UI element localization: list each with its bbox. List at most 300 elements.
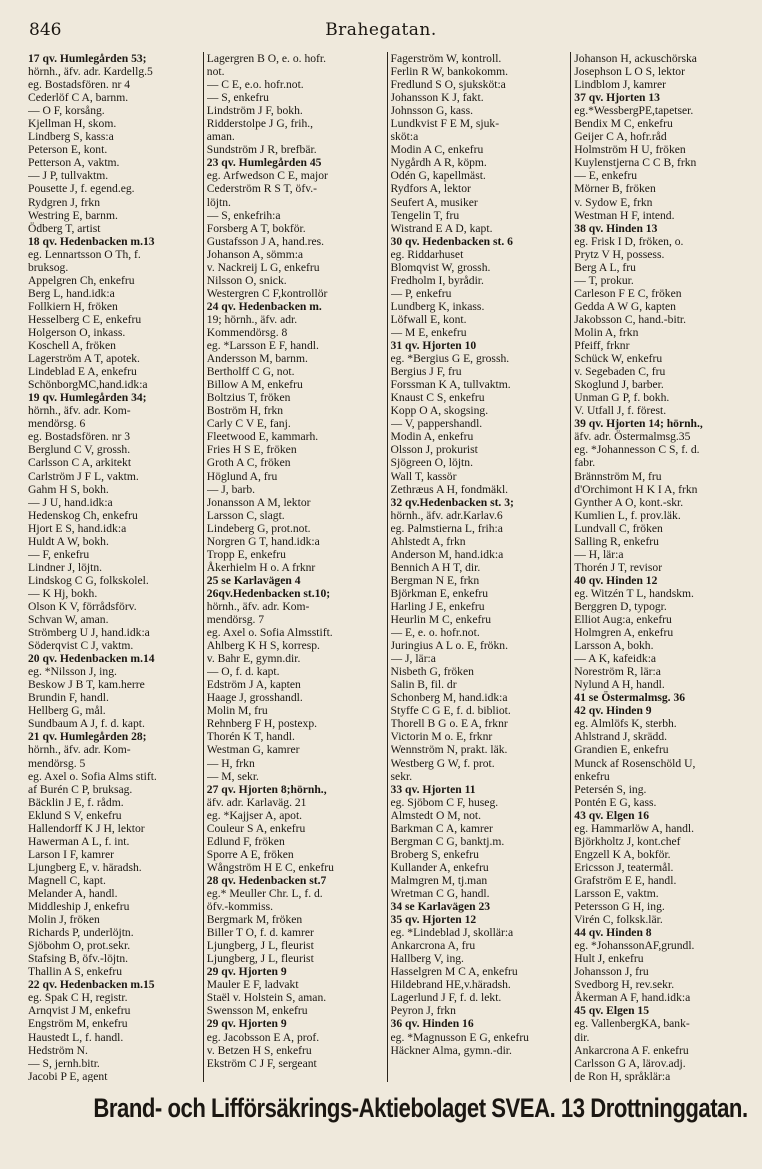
directory-entry: eg. Riddarhuset bbox=[390, 247, 464, 261]
directory-entry: Malmgren M, tj.man bbox=[390, 873, 488, 887]
directory-entry: Bennich A H T, dir. bbox=[390, 560, 481, 574]
property-heading: 31 qv. Hjorten 10 bbox=[390, 339, 477, 353]
directory-entry: Petersén S, ing. bbox=[574, 782, 647, 796]
directory-entry: eg. *Magnusson E G, enkefru bbox=[390, 1030, 529, 1044]
directory-entry: — H, frkn bbox=[206, 756, 255, 770]
directory-entry: äfv. adr. Karlaväg. 21 bbox=[206, 795, 307, 809]
directory-entry: eg. VallenbergKA, bank- bbox=[574, 1017, 690, 1031]
directory-entry: Åkerhielm H o. A frknr bbox=[206, 560, 316, 574]
directory-entry: Modin A C, enkefru bbox=[390, 143, 484, 157]
directory-entry: — A K, kafeidk:a bbox=[574, 652, 657, 666]
directory-entry: de Ron H, språklär:a bbox=[574, 1069, 671, 1082]
directory-entry: Stafsing B, öfv.-löjtn. bbox=[28, 952, 129, 966]
directory-entry: Schonberg M, hand.idk:a bbox=[390, 691, 508, 705]
directory-entry: eg.*WessbergPE,tapetser. bbox=[574, 104, 694, 118]
directory-entry: Ahlstrand J, skrädd. bbox=[574, 730, 668, 744]
directory-entry: Molin J, fröken bbox=[28, 913, 100, 927]
directory-entry: Lagergren B O, e. o. hofr. bbox=[206, 52, 327, 65]
directory-entry: Westergren C F,kontrollör bbox=[206, 286, 328, 300]
directory-entry: v. Betzen H S, enkefru bbox=[206, 1043, 312, 1057]
directory-entry: Ankarcrona A F. enkefru bbox=[574, 1043, 689, 1057]
property-heading: 30 qv. Hedenbacken st. 6 bbox=[390, 234, 513, 248]
directory-entry: mendörsg. 5 bbox=[28, 756, 86, 770]
directory-entry: Bergius J F, fru bbox=[390, 365, 462, 379]
directory-entry: Olson K V, förrådsförv. bbox=[28, 599, 137, 613]
directory-entry: eg. Sjöbom C F, huseg. bbox=[390, 795, 499, 809]
directory-entry: Staël v. Holstein S, aman. bbox=[206, 991, 327, 1005]
directory-entry: Rydgren J, frkn bbox=[28, 195, 100, 209]
directory-entry: Pfeiff, frknr bbox=[574, 339, 630, 353]
directory-entry: Virén C, folksk.lär. bbox=[574, 913, 663, 927]
directory-entry: Kuylenstjerna C C B, frkn bbox=[574, 156, 697, 170]
directory-entry: Olsson J, prokurist bbox=[390, 443, 478, 457]
directory-entry: Rehnberg F H, postexp. bbox=[206, 717, 318, 731]
directory-entry: Pontén E G, kass. bbox=[574, 795, 657, 809]
directory-entry: eg. Hammarlöw A, handl. bbox=[574, 821, 695, 835]
directory-entry: Billow A M, enkefru bbox=[206, 378, 303, 392]
directory-entry: Edlund F, fröken bbox=[206, 834, 285, 848]
directory-entry: mendörsg. 6 bbox=[28, 417, 86, 431]
property-heading: 37 qv. Hjorten 13 bbox=[574, 91, 660, 105]
directory-entry: Westberg G W, f. prot. bbox=[390, 756, 495, 770]
directory-entry: Huldt A W, bokh. bbox=[28, 534, 109, 548]
directory-entry: Salin B, fil. dr bbox=[390, 678, 457, 692]
directory-entry: — T, prokur. bbox=[574, 273, 634, 287]
directory-entry: Juringius A L o. E, frökn. bbox=[390, 639, 508, 653]
directory-entry: eg. *Lindeblad J, skollär:a bbox=[390, 926, 514, 940]
directory-entry: Middleship J, enkefru bbox=[28, 900, 130, 914]
directory-entry: Tengelin T, fru bbox=[390, 208, 460, 222]
directory-entry: Ridderstolpe J G, frih., bbox=[206, 117, 314, 131]
property-heading: 22 qv. Hedenbacken m.15 bbox=[28, 978, 155, 992]
directory-entry: Strömberg U J, hand.idk:a bbox=[28, 626, 150, 640]
directory-entry: Petersson G H, ing. bbox=[574, 900, 665, 914]
directory-entry: öfv.-kommiss. bbox=[206, 900, 274, 914]
property-heading: 18 qv. Hedenbacken m.13 bbox=[28, 234, 155, 248]
directory-entry: Holmgren A, enkefru bbox=[574, 626, 674, 640]
directory-entry: eg. Spak C H, registr. bbox=[28, 991, 128, 1005]
directory-entry: Unman G P, f. bokh. bbox=[574, 391, 670, 405]
directory-entry: Kumlien L, f. prov.läk. bbox=[574, 508, 681, 522]
directory-entry: Wretman C G, handl. bbox=[390, 887, 490, 900]
directory-entry: Bergmark M, fröken bbox=[206, 913, 303, 927]
directory-entry: — S, jernh.bitr. bbox=[28, 1056, 100, 1070]
directory-entry: eg. *Larsson E F, handl. bbox=[206, 339, 319, 353]
directory-entry: — K Hj, bokh. bbox=[28, 586, 98, 600]
directory-entry: Josephson L O S, lektor bbox=[574, 65, 685, 79]
advertisement-footer: Brand- och Lifförsäkrings-Aktiebolaget SVEA. 13 Drottninggatan. bbox=[93, 1093, 748, 1123]
directory-entry: Fredlund S O, sjuksköt:a bbox=[390, 78, 506, 92]
directory-entry: Andersson M, barnm. bbox=[206, 352, 308, 366]
directory-entry: hörnh., äfv. adr. Kom- bbox=[28, 404, 131, 418]
directory-entry: aman. bbox=[206, 130, 235, 144]
directory-entry: Thorén J T, revisor bbox=[574, 560, 663, 574]
directory-entry: Söderqvist C J, vaktm. bbox=[28, 639, 134, 653]
directory-entry: bruksog. bbox=[28, 260, 69, 274]
directory-entry: Larsson C, slagt. bbox=[206, 508, 285, 522]
property-heading: 38 qv. Hinden 13 bbox=[574, 221, 658, 235]
directory-entry: Sundström J R, brefbär. bbox=[206, 143, 317, 157]
directory-entry: d'Orchimont H K I A, frkn bbox=[574, 482, 698, 496]
directory-entry: Larsson E, vaktm. bbox=[574, 887, 659, 900]
directory-entry: Arnqvist J M, enkefru bbox=[28, 1004, 131, 1018]
directory-entry: Ekström C J F, sergeant bbox=[206, 1056, 317, 1070]
directory-entry: Anderson M, hand.idk:a bbox=[390, 547, 504, 561]
directory-entry: eg. Bostadsfören. nr 3 bbox=[28, 430, 131, 444]
directory-entry: Ljungberg, J L, fleurist bbox=[206, 952, 314, 966]
directory-entry: Hesselberg C E, enkefru bbox=[28, 312, 142, 326]
directory-entry: Ljungberg E, v. häradsh. bbox=[28, 860, 142, 874]
directory-entry: v. Segebaden C, fru bbox=[574, 365, 666, 379]
directory-entry: Johnsson G, kass. bbox=[390, 104, 473, 118]
directory-entry: not. bbox=[206, 65, 225, 79]
property-heading: 26qv.Hedenbacken st.10; bbox=[206, 586, 331, 600]
directory-entry: 19; hörnh., äfv. adr. bbox=[206, 312, 298, 326]
directory-entry: Modin A, enkefru bbox=[390, 430, 474, 444]
directory-entry: Thallin A S, enkefru bbox=[28, 965, 123, 979]
directory-entry: af Burén C P, bruksag. bbox=[28, 782, 133, 796]
directory-entry: eg. *Johannesson C S, f. d. bbox=[574, 443, 700, 457]
directory-entry: Zethræus A H, fondmäkl. bbox=[390, 482, 509, 496]
directory-entry: Almstedt O M, not. bbox=[390, 808, 482, 822]
directory-entry: eg. Lennartsson O Th, f. bbox=[28, 247, 141, 261]
directory-entry: Lagerström A T, apotek. bbox=[28, 352, 140, 366]
directory-entry: Gynther A O, kont.-skr. bbox=[574, 495, 684, 509]
directory-entry: hörnh., äfv. adr. Kom- bbox=[206, 599, 310, 613]
directory-entry: Mörner B, fröken bbox=[574, 182, 656, 196]
directory-entry: Peyron J, frkn bbox=[390, 1004, 456, 1018]
directory-entry: Bergman C G, banktj.m. bbox=[390, 834, 505, 848]
directory-entry: — M, sekr. bbox=[206, 769, 259, 783]
directory-entry: Geijer C A, hofr.råd bbox=[574, 130, 667, 144]
directory-entry: löjtn. bbox=[206, 195, 231, 209]
directory-entry: Edström J A, kapten bbox=[206, 678, 301, 692]
running-head: Brahegatan. bbox=[325, 20, 437, 40]
directory-entry: Forssman K A, tullvaktm. bbox=[390, 378, 511, 392]
directory-entry: Wall T, kassör bbox=[390, 469, 457, 483]
directory-entry: Ferlin R W, bankokomm. bbox=[390, 65, 509, 79]
directory-entry: Carleson F E C, fröken bbox=[574, 286, 682, 300]
directory-entry: eg. Witzén T L, handskm. bbox=[574, 586, 694, 600]
directory-entry: Bendix M C, enkefru bbox=[574, 117, 673, 131]
directory-entry: Johansson J, fru bbox=[574, 965, 649, 979]
directory-entry: Berglund C V, grossh. bbox=[28, 443, 131, 457]
directory-entry: sköt:a bbox=[390, 130, 419, 144]
directory-entry: Seufert A, musiker bbox=[390, 195, 478, 209]
directory-entry: Mauler E F, ladvakt bbox=[206, 978, 299, 992]
directory-entry: Hjort E S, hand.idk:a bbox=[28, 521, 127, 535]
property-heading: 45 qv. Elgen 15 bbox=[574, 1004, 650, 1018]
directory-entry: Eklund S V, enkefru bbox=[28, 808, 122, 822]
directory-entry: hörnh., äfv. adr. Kardellg.5 bbox=[28, 65, 153, 79]
directory-entry: — M E, enkefru bbox=[390, 325, 467, 339]
directory-entry: Carlsson C A, arkitekt bbox=[28, 456, 132, 470]
directory-entry: Nygårdh A R, köpm. bbox=[390, 156, 487, 170]
property-heading: 35 qv. Hjorten 12 bbox=[390, 913, 477, 927]
directory-entry: mendörsg. 7 bbox=[206, 613, 265, 627]
directory-entry: dir. bbox=[574, 1030, 590, 1044]
directory-entry: — O, f. d. kapt. bbox=[206, 665, 280, 679]
property-heading: 29 qv. Hjorten 9 bbox=[206, 965, 287, 979]
directory-entry: eg. *Bergius G E, grossh. bbox=[390, 352, 510, 366]
directory-entry: Bergman N E, frkn bbox=[390, 573, 480, 587]
directory-entry: Svedborg H, rev.sekr. bbox=[574, 978, 675, 992]
property-heading: 36 qv. Hinden 16 bbox=[390, 1017, 474, 1031]
directory-entry: Noreström R, lär:a bbox=[574, 665, 661, 679]
directory-entry: Magnell C, kapt. bbox=[28, 873, 106, 887]
directory-entry: v. Bahr E, gymn.dir. bbox=[206, 652, 301, 666]
directory-entry: Höglund A, fru bbox=[206, 469, 278, 483]
directory-entry: Johansson K J, fakt. bbox=[390, 91, 484, 105]
directory-entry: Löfwall E, kont. bbox=[390, 312, 467, 326]
directory-entry: Fleetwood E, kammarh. bbox=[206, 430, 319, 444]
directory-entry: Barkman C A, kamrer bbox=[390, 821, 493, 835]
directory-entry: Lindström J F, bokh. bbox=[206, 104, 303, 118]
directory-entry: Peterson E, kont. bbox=[28, 143, 108, 157]
directory-entry: Fredholm I, byrådir. bbox=[390, 273, 484, 287]
directory-entry: Schück W, enkefru bbox=[574, 352, 663, 366]
property-heading: 40 qv. Hinden 12 bbox=[574, 573, 658, 587]
directory-entry: Boltzius T, fröken bbox=[206, 391, 291, 405]
directory-entry: Thorén K T, handl. bbox=[206, 730, 295, 744]
directory-entry: Hasselgren M C A, enkefru bbox=[390, 965, 518, 979]
directory-entry: eg. Axel o. Sofia Almsstift. bbox=[206, 626, 333, 640]
directory-column-4 bbox=[570, 52, 755, 1082]
directory-entry: — S, enkefru bbox=[206, 91, 269, 105]
directory-entry: SchönborgMC,hand.idk:a bbox=[28, 378, 148, 392]
directory-entry: Broberg S, enkefru bbox=[390, 847, 479, 861]
directory-entry: Johanson A, sömm:a bbox=[206, 247, 304, 261]
directory-entry: Salling R, enkefru bbox=[574, 534, 659, 548]
directory-entry: eg. Bostadsfören. nr 4 bbox=[28, 78, 131, 92]
property-heading: 39 qv. Hjorten 14; hörnh., bbox=[574, 417, 703, 431]
directory-entry: Westring E, barnm. bbox=[28, 208, 118, 222]
directory-entry: Gustafsson J A, hand.res. bbox=[206, 234, 324, 248]
property-heading: 43 qv. Elgen 16 bbox=[574, 808, 650, 822]
directory-entry: Lindskog C G, folkskolel. bbox=[28, 573, 149, 587]
directory-entry: Lundkvist F E M, sjuk- bbox=[390, 117, 500, 131]
directory-column-1 bbox=[28, 52, 203, 1082]
directory-entry: Sporre A E, fröken bbox=[206, 847, 294, 861]
directory-entry: Lindberg S, kass:a bbox=[28, 130, 114, 144]
directory-column-2 bbox=[203, 52, 387, 1082]
directory-entry: Carly C V E, fanj. bbox=[206, 417, 291, 431]
directory-entry: enkefru bbox=[574, 769, 610, 783]
property-heading: 44 qv. Hinden 8 bbox=[574, 926, 652, 940]
property-heading: 34 se Karlavägen 23 bbox=[390, 900, 491, 914]
directory-entry: Odén G, kapellmäst. bbox=[390, 169, 486, 183]
directory-entry: Jacobi P E, agent bbox=[28, 1069, 108, 1082]
directory-entry: Forsberg A T, bokför. bbox=[206, 221, 306, 235]
directory-entry: Bäcklin J E, f. rådm. bbox=[28, 795, 124, 809]
directory-entry: eg. Palmstierna L, frih:a bbox=[390, 521, 503, 535]
directory-entry: Knaust C S, enkefru bbox=[390, 391, 485, 405]
directory-entry: — V, pappershandl. bbox=[390, 417, 483, 431]
directory-entry: eg. Axel o. Sofia Alms stift. bbox=[28, 769, 157, 783]
directory-entry: — E, e. o. hofr.not. bbox=[390, 626, 480, 640]
directory-entry: sekr. bbox=[390, 769, 413, 783]
directory-entry: Brännström M, fru bbox=[574, 469, 662, 483]
directory-entry: Westman H F, intend. bbox=[574, 208, 675, 222]
directory-entry: äfv. adr. Östermalmsg.35 bbox=[574, 430, 691, 444]
directory-entry: Blomqvist W, grossh. bbox=[390, 260, 491, 274]
directory-entry: Wistrand E A D, kapt. bbox=[390, 221, 493, 235]
directory-entry: eg.* Meuller Chr. L, f. d. bbox=[206, 887, 323, 900]
property-heading: 25 se Karlavägen 4 bbox=[206, 573, 301, 587]
directory-entry: — F, enkefru bbox=[28, 547, 90, 561]
directory-entry: Larson I F, kamrer bbox=[28, 847, 114, 861]
directory-entry: Berggren D, typogr. bbox=[574, 599, 667, 613]
directory-entry: eg. Jacobsson E A, prof. bbox=[206, 1030, 320, 1044]
directory-entry: Elliot Aug:a, enkefru bbox=[574, 613, 672, 627]
directory-entry: Haage J, grosshandl. bbox=[206, 691, 303, 705]
directory-entry: Lundberg K, inkass. bbox=[390, 299, 485, 313]
directory-entry: — J, lär:a bbox=[390, 652, 436, 666]
directory-columns bbox=[28, 52, 755, 1082]
directory-entry: Larsson A, bokh. bbox=[574, 639, 654, 653]
directory-entry: Harling J E, enkefru bbox=[390, 599, 485, 613]
property-heading: 29 qv. Hjorten 9 bbox=[206, 1017, 287, 1031]
property-heading: 19 qv. Humlegården 34; bbox=[28, 391, 147, 405]
directory-entry: Nylund A H, handl. bbox=[574, 678, 665, 692]
directory-entry: Ljungberg, J L, fleurist bbox=[206, 939, 314, 953]
directory-entry: Biller T O, f. d. kamrer bbox=[206, 926, 314, 940]
directory-entry: Engzell K A, bokför. bbox=[574, 847, 671, 861]
directory-entry: Westman G, kamrer bbox=[206, 743, 300, 757]
directory-entry: Cederström R S T, öfv.- bbox=[206, 182, 318, 196]
directory-entry: Hildebrand HE,v.häradsh. bbox=[390, 978, 511, 992]
directory-entry: Gedda A W G, kapten bbox=[574, 299, 676, 313]
directory-entry: Norgren G T, hand.idk:a bbox=[206, 534, 320, 548]
property-heading: 42 qv. Hinden 9 bbox=[574, 704, 652, 718]
directory-entry: Molin A, frkn bbox=[574, 325, 639, 339]
directory-entry: V. Utfall J, f. förest. bbox=[574, 404, 667, 418]
directory-entry: Hult J, enkefru bbox=[574, 952, 644, 966]
directory-entry: Boström H, frkn bbox=[206, 404, 284, 418]
directory-entry: Grafström E E, handl. bbox=[574, 873, 677, 887]
directory-entry: Wennström N, prakt. läk. bbox=[390, 743, 508, 757]
directory-entry: Jonansson A M, lektor bbox=[206, 495, 311, 509]
directory-entry: Engström M, enkefru bbox=[28, 1017, 128, 1031]
directory-entry: Ankarcrona A, fru bbox=[390, 939, 476, 953]
directory-entry: Lindeblad E A, enkefru bbox=[28, 365, 137, 379]
directory-entry: Holmström H U, fröken bbox=[574, 143, 686, 157]
directory-entry: eg. Arfwedson C E, major bbox=[206, 169, 328, 183]
directory-entry: Carlsson G A, lärov.adj. bbox=[574, 1056, 686, 1070]
directory-entry: Lindblom J, kamrer bbox=[574, 78, 667, 92]
directory-entry: Häckner Alma, gymn.-dir. bbox=[390, 1043, 512, 1057]
directory-entry: Hedenskog Ch, enkefru bbox=[28, 508, 138, 522]
directory-entry: — C E, e.o. hofr.not. bbox=[206, 78, 304, 92]
property-heading: 23 qv. Humlegården 45 bbox=[206, 156, 322, 170]
directory-entry: — J U, hand.idk:a bbox=[28, 495, 113, 509]
directory-entry: Munck af Rosenschöld U, bbox=[574, 756, 696, 770]
directory-entry: Richards P, underlöjtn. bbox=[28, 926, 134, 940]
directory-entry: — P, enkefru bbox=[390, 286, 452, 300]
directory-entry: Sjögreen O, löjtn. bbox=[390, 456, 473, 470]
directory-entry: Björkman E, enkefru bbox=[390, 586, 489, 600]
property-heading: 33 qv. Hjorten 11 bbox=[390, 782, 476, 796]
directory-entry: Appelgren Ch, enkefru bbox=[28, 273, 135, 287]
directory-entry: Pousette J, f. egend.eg. bbox=[28, 182, 135, 196]
directory-entry: Holgerson O, inkass. bbox=[28, 325, 126, 339]
directory-entry: Björkholtz J, kont.chef bbox=[574, 834, 681, 848]
directory-entry: Haustedt L, f. handl. bbox=[28, 1030, 124, 1044]
directory-entry: Ahlstedt A, frkn bbox=[390, 534, 466, 548]
directory-entry: Hedström N. bbox=[28, 1043, 88, 1057]
directory-entry: eg. Almlöfs K, sterbh. bbox=[574, 717, 677, 731]
directory-entry: Prytz V H, possess. bbox=[574, 247, 665, 261]
directory-entry: — O F, korsång. bbox=[28, 104, 105, 118]
page-number: 846 bbox=[29, 20, 62, 40]
directory-entry: Jakobsson C, hand.-bitr. bbox=[574, 312, 687, 326]
directory-entry: Melander A, handl. bbox=[28, 887, 118, 900]
directory-entry: Lindner J, löjtn. bbox=[28, 560, 103, 574]
directory-entry: Cederlöf C A, barnm. bbox=[28, 91, 129, 105]
directory-entry: Fries H S E, fröken bbox=[206, 443, 297, 457]
directory-entry: Gahm H S, bokh. bbox=[28, 482, 109, 496]
directory-entry: Berg A L, fru bbox=[574, 260, 636, 274]
directory-entry: Tropp E, enkefru bbox=[206, 547, 286, 561]
directory-entry: Groth A C, fröken bbox=[206, 456, 291, 470]
directory-entry: Fagerström W, kontroll. bbox=[390, 52, 502, 65]
directory-entry: Nisbeth G, fröken bbox=[390, 665, 474, 679]
directory-entry: — E, enkefru bbox=[574, 169, 638, 183]
directory-entry: — J P, tullvaktm. bbox=[28, 169, 109, 183]
property-heading: 21 qv. Humlegården 28; bbox=[28, 730, 147, 744]
directory-entry: hörnh., äfv. adr.Karlav.6 bbox=[390, 508, 503, 522]
directory-entry: Molin M, fru bbox=[206, 704, 268, 718]
directory-entry: Hallendorff K J H, lektor bbox=[28, 821, 145, 835]
directory-entry: Victorin M o. E, frknr bbox=[390, 730, 493, 744]
property-heading: 17 qv. Humlegården 53; bbox=[28, 52, 147, 65]
directory-entry: — J, barb. bbox=[206, 482, 256, 496]
directory-entry: Heurlin M C, enkefru bbox=[390, 613, 491, 627]
directory-entry: Wångström H E C, enkefru bbox=[206, 860, 334, 874]
directory-entry: Follkiern H, fröken bbox=[28, 299, 118, 313]
directory-entry: Grandien E, enkefru bbox=[574, 743, 669, 757]
directory-entry: Couleur S A, enkefru bbox=[206, 821, 306, 835]
property-heading: 24 qv. Hedenbacken m. bbox=[206, 299, 322, 313]
directory-entry: Kjellman H, skom. bbox=[28, 117, 117, 131]
directory-entry: Sundbaum A J, f. d. kapt. bbox=[28, 717, 145, 731]
directory-entry: Thorell B G o. E A, frknr bbox=[390, 717, 508, 731]
directory-entry: eg. *Nilsson J, ing. bbox=[28, 665, 117, 679]
directory-entry: Hellberg G, mål. bbox=[28, 704, 106, 718]
directory-entry: Carlström J F L, vaktm. bbox=[28, 469, 139, 483]
directory-entry: eg. Frisk I D, fröken, o. bbox=[574, 234, 684, 248]
directory-entry: Beskow J B T, kam.herre bbox=[28, 678, 145, 692]
property-heading: 20 qv. Hedenbacken m.14 bbox=[28, 652, 155, 666]
directory-entry: — H, lär:a bbox=[574, 547, 624, 561]
directory-entry: eg. *JohanssonAF,grundl. bbox=[574, 939, 695, 953]
directory-entry: Sjöbohm O, prot.sekr. bbox=[28, 939, 131, 953]
directory-entry: — S, enkefrih:a bbox=[206, 208, 281, 222]
directory-entry: Koschell A, fröken bbox=[28, 339, 116, 353]
directory-entry: Swensson M, enkefru bbox=[206, 1004, 308, 1018]
directory-entry: Nilsson O, snick. bbox=[206, 273, 287, 287]
directory-entry: Johanson H, ackuschörska bbox=[574, 52, 697, 65]
directory-entry: Ahlberg K H S, korresp. bbox=[206, 639, 320, 653]
directory-entry: Rydfors A, lektor bbox=[390, 182, 471, 196]
directory-entry: eg. *Kajjser A, apot. bbox=[206, 808, 303, 822]
directory-entry: Lundvall C, fröken bbox=[574, 521, 663, 535]
property-heading: 32 qv.Hedenbacken st. 3; bbox=[390, 495, 514, 509]
directory-entry: Lagerlund J F, f. d. lekt. bbox=[390, 991, 502, 1005]
directory-entry: Kopp O A, skogsing. bbox=[390, 404, 489, 418]
directory-entry: Skoglund J, barber. bbox=[574, 378, 664, 392]
directory-entry: Lindeberg G, prot.not. bbox=[206, 521, 311, 535]
